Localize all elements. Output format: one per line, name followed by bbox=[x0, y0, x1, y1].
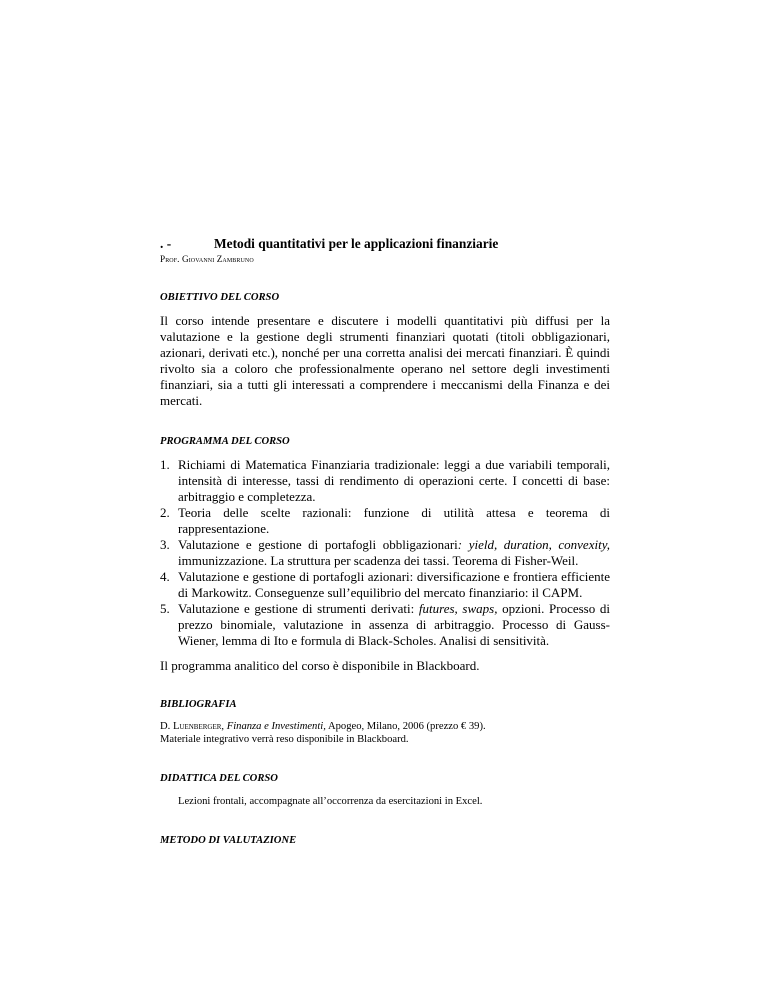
professor-name: Prof. Giovanni Zambruno bbox=[160, 254, 254, 264]
book-title: Finanza e Investimenti, bbox=[226, 721, 326, 732]
obiettivo-heading: OBIETTIVO DEL CORSO bbox=[160, 292, 280, 303]
item-number: 2. bbox=[160, 505, 170, 520]
valutazione-heading: METODO DI VALUTAZIONE bbox=[160, 835, 297, 846]
list-item bbox=[160, 601, 610, 649]
bibliografia-entry bbox=[160, 720, 610, 746]
item-text: Teoria delle scelte razionali: funzione di utilità attesa e teorema di rappresentazione. bbox=[178, 505, 610, 536]
course-number: . - bbox=[160, 236, 172, 251]
list-item bbox=[160, 505, 610, 537]
list-item bbox=[160, 537, 610, 569]
item-number: 3. bbox=[160, 537, 170, 552]
course-title-row bbox=[160, 236, 610, 252]
list-item bbox=[160, 457, 610, 505]
item-text: Richiami di Matematica Finanziaria tradizionale: leggi a due variabili temporali, intensità di interesse, tassi di rendimento di operazioni certe. I concetti di base: arbitraggio e completezza. bbox=[178, 457, 610, 504]
bibliografia-extra: Materiale integrativo verrà reso disponibile in Blackboard. bbox=[160, 734, 409, 745]
programma-note: Il programma analitico del corso è disponibile in Blackboard. bbox=[160, 658, 480, 673]
item-text-italic: : yield, duration, convexity, bbox=[457, 537, 611, 552]
obiettivo-text: Il corso intende presentare e discutere i modelli quantitativi più diffusi per la valutazione e la gestione degli strumenti finanziari quotati (titoli obbligazionari, azionari, derivati etc.), nonché per una corretta analisi dei mercati finanziari. È quindi rivolto sia a coloro che professionalmente operano nel settore degli investimenti finanziari, sia a tutti gli interessati a comprendere i meccanismi della Finanza e dei mercati. bbox=[160, 313, 610, 408]
item-text-post: opzioni. Processo di prezzo binomiale, valutazione in assenza di arbitraggio. Processo di Gauss-Wiener, lemma di Ito e formula di Black-Scholes. Analisi di sensitività. bbox=[178, 601, 610, 648]
didattica-heading: DIDATTICA DEL CORSO bbox=[160, 773, 278, 784]
item-text-post: immunizzazione. La struttura per scadenza dei tassi. Teorema di Fisher-Weil. bbox=[178, 553, 579, 568]
item-number: 1. bbox=[160, 457, 170, 472]
item-text-pre: Valutazione e gestione di portafogli obbligazionari bbox=[178, 537, 458, 552]
book-details: Apogeo, Milano, 2006 (prezzo € 39). bbox=[325, 721, 486, 732]
course-title: Metodi quantitativi per le applicazioni finanziarie bbox=[214, 236, 499, 251]
book-author: D. Luenberger, bbox=[160, 721, 225, 732]
item-number: 4. bbox=[160, 569, 170, 584]
programma-heading: PROGRAMMA DEL CORSO bbox=[160, 436, 290, 447]
item-text: Valutazione e gestione di portafogli azionari: diversificazione e frontiera efficiente di Markowitz. Conseguenze sull’equilibrio del mercato finanziario: il CAPM. bbox=[178, 569, 610, 600]
bibliografia-heading: BIBLIOGRAFIA bbox=[160, 699, 237, 710]
course-page bbox=[160, 236, 610, 847]
programma-list bbox=[160, 457, 610, 649]
item-text-pre: Valutazione e gestione di strumenti derivati: bbox=[178, 601, 419, 616]
item-text-italic: futures, swaps, bbox=[418, 601, 498, 616]
didattica-text: Lezioni frontali, accompagnate all’occorrenza da esercitazioni in Excel. bbox=[178, 796, 483, 807]
list-item bbox=[160, 569, 610, 601]
item-number: 5. bbox=[160, 601, 170, 616]
